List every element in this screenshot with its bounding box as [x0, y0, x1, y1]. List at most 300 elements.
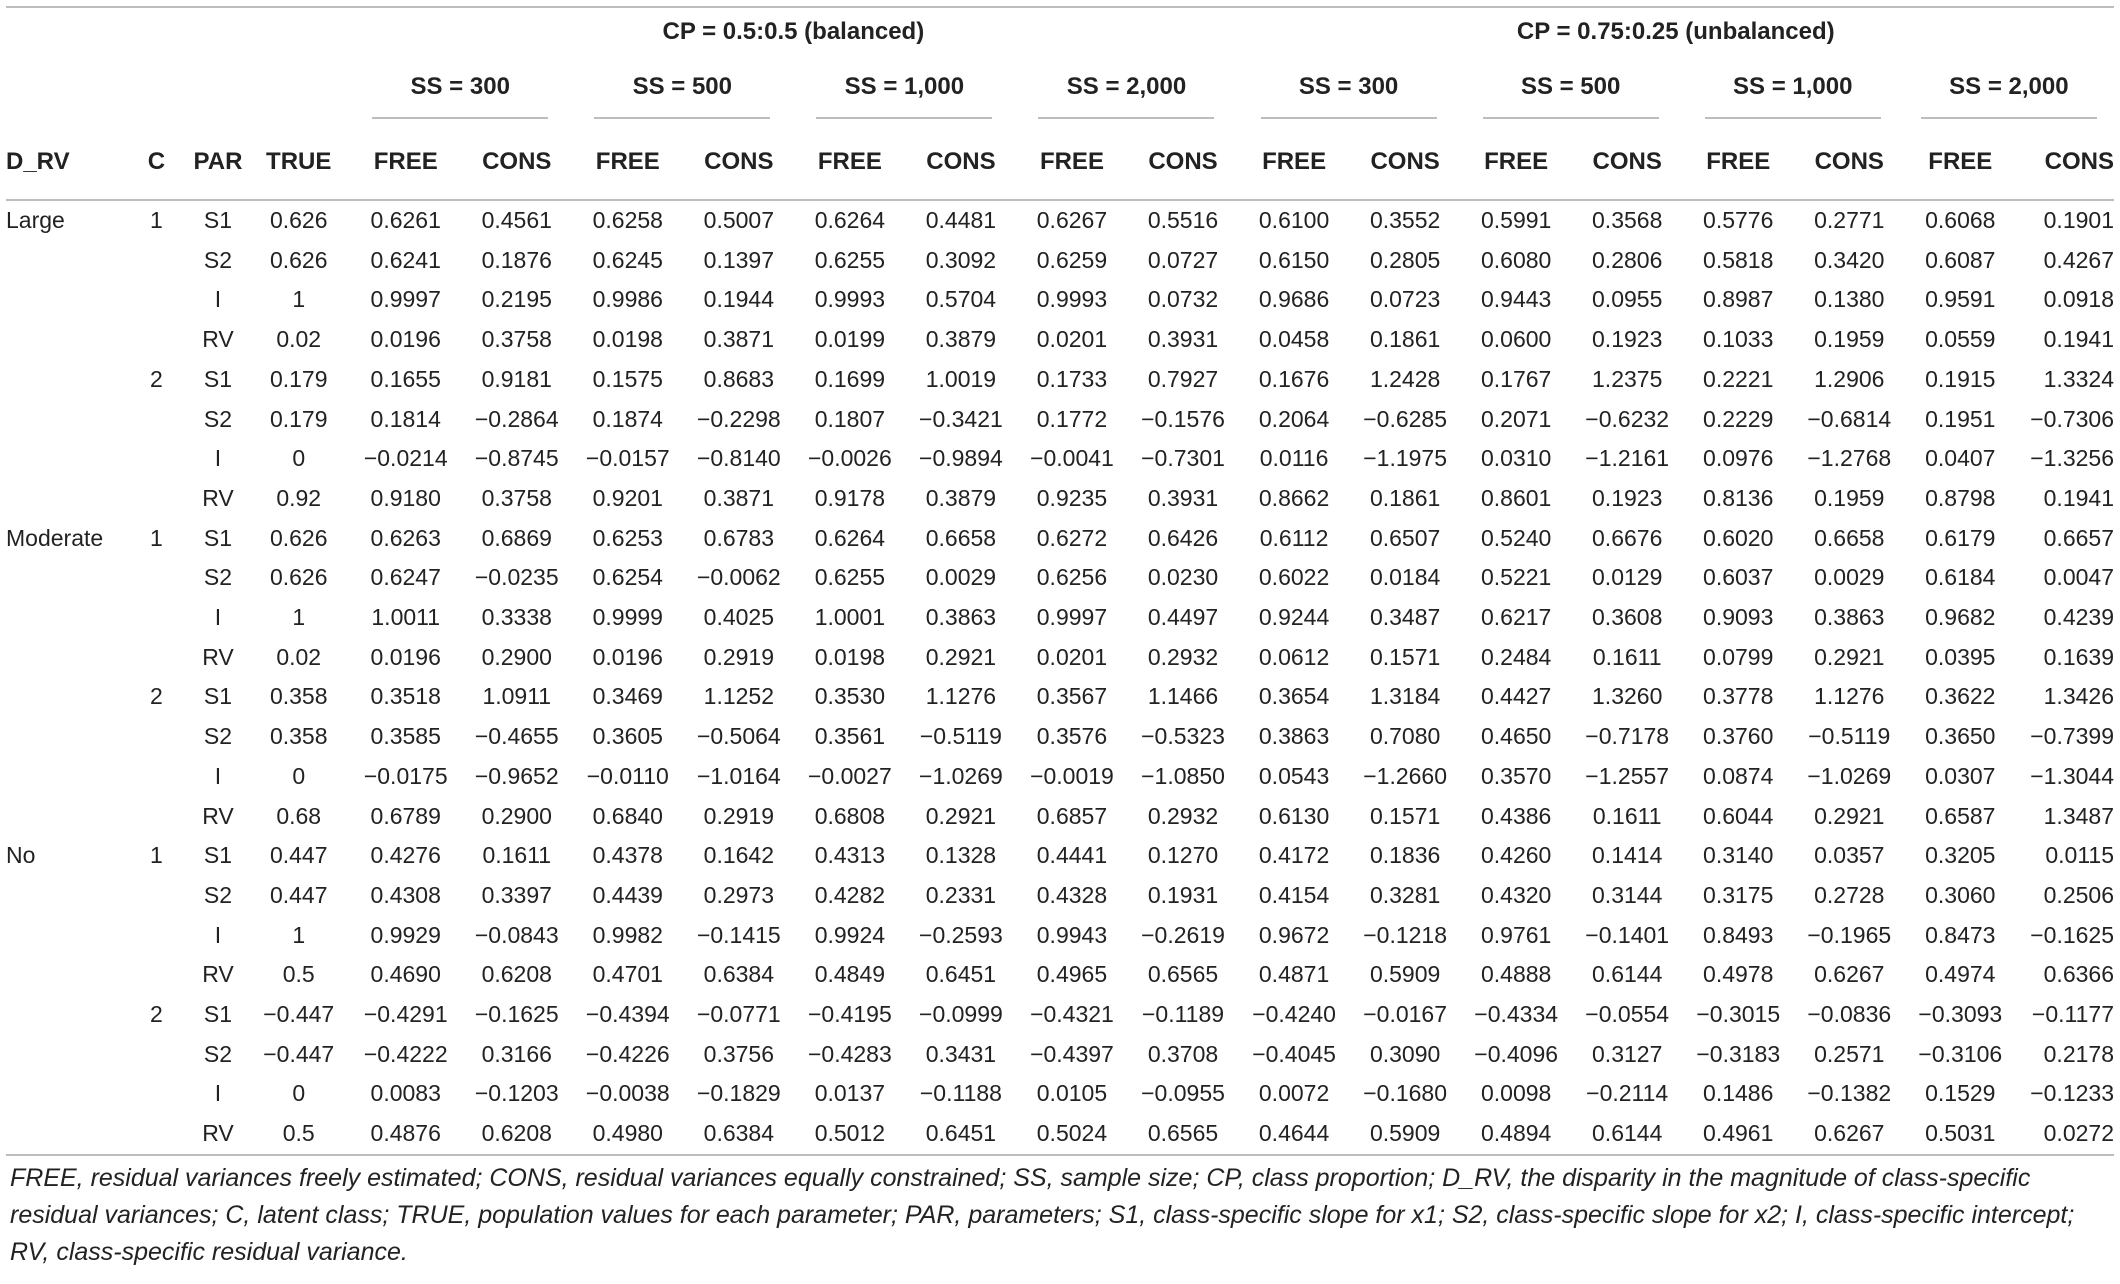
free-value-cell: 0.4260: [1480, 842, 1552, 869]
cons-value-cell: −0.1680: [1363, 1080, 1447, 1107]
free-value-cell: 0.1676: [1258, 365, 1330, 392]
free-value-cell: 0.8798: [1925, 484, 1996, 511]
cons-value-cell: 0.1931: [1147, 881, 1219, 908]
true-value-cell: 0.626: [269, 246, 328, 273]
cons-value-cell: 1.1466: [1147, 683, 1219, 710]
free-value-cell: 1.0011: [371, 604, 441, 631]
cons-value-cell: −0.0999: [919, 1001, 1003, 1028]
cons-value-cell: 0.2331: [925, 881, 997, 908]
free-value-cell: 0.3561: [814, 723, 886, 750]
cons-value-cell: 1.2375: [1592, 365, 1663, 392]
param-cell: S1: [203, 683, 233, 710]
free-value-cell: 0.5240: [1480, 524, 1552, 551]
free-value-cell: −0.4334: [1474, 1001, 1559, 1028]
cons-value-cell: 0.1836: [1369, 842, 1441, 869]
free-value-cell: 0.5012: [793, 1114, 906, 1155]
free-value-cell: 0.1874: [592, 405, 663, 432]
drv-cell: [6, 677, 125, 717]
true-value-cell: 0.626: [269, 207, 328, 233]
class-cell: [125, 876, 188, 916]
cons-value-cell: 0.2728: [1814, 881, 1885, 908]
col-header-cons: CONS: [684, 119, 793, 200]
free-value-cell: 0.1033: [1703, 326, 1774, 353]
cons-value-cell: 0.0029: [1814, 564, 1885, 591]
cons-value-cell: 0.1611: [1592, 643, 1662, 670]
class-cell: 1: [150, 524, 163, 551]
cons-value-cell: 0.1639: [2043, 643, 2114, 670]
free-value-cell: −0.4283: [807, 1040, 892, 1067]
cons-value-cell: 0.2932: [1147, 802, 1219, 829]
free-value-cell: 0.6267: [1036, 207, 1108, 233]
cons-value-cell: −0.0771: [696, 1001, 781, 1028]
free-value-cell: 0.0600: [1480, 326, 1552, 353]
free-value-cell: 0.4980: [571, 1114, 684, 1155]
cons-value-cell: 0.6507: [1369, 524, 1441, 551]
col-header-free: FREE: [1460, 119, 1573, 200]
cons-value-cell: −0.6814: [1807, 405, 1892, 432]
free-value-cell: 0.4276: [370, 842, 441, 869]
free-value-cell: 0.8662: [1258, 484, 1330, 511]
free-value-cell: 0.9929: [370, 921, 441, 948]
free-value-cell: 0.3469: [592, 683, 663, 710]
free-value-cell: 0.8136: [1703, 484, 1774, 511]
cons-value-cell: 0.4497: [1147, 604, 1219, 631]
free-value-cell: 0.4894: [1460, 1114, 1573, 1155]
cons-value-cell: 0.5909: [1351, 1114, 1460, 1155]
true-value-cell: 0.447: [269, 881, 328, 908]
cons-value-cell: −1.0269: [1807, 762, 1892, 789]
free-value-cell: 0.8601: [1480, 484, 1552, 511]
cons-value-cell: −0.0062: [696, 564, 781, 591]
cons-value-cell: 1.1276: [925, 683, 997, 710]
free-value-cell: 0.6245: [592, 246, 663, 273]
drv-cell: [6, 638, 125, 678]
free-value-cell: 0.4313: [814, 842, 886, 869]
cons-value-cell: −0.1415: [696, 921, 781, 948]
class-cell: [125, 1114, 188, 1155]
cons-value-cell: 0.3871: [703, 484, 775, 511]
cons-value-cell: 0.2195: [481, 286, 552, 313]
free-value-cell: 0.9244: [1258, 604, 1330, 631]
class-cell: 2: [150, 1001, 163, 1028]
free-value-cell: 0.1655: [370, 365, 441, 392]
cons-value-cell: 0.6565: [1128, 1114, 1237, 1155]
cons-value-cell: −0.0836: [1807, 1001, 1892, 1028]
cons-value-cell: 0.1397: [703, 246, 775, 273]
cons-value-cell: 1.1252: [703, 683, 775, 710]
drv-cell: [6, 360, 125, 400]
cons-value-cell: 0.0357: [1814, 842, 1885, 869]
true-value-cell: 0.626: [269, 524, 328, 551]
cons-value-cell: 1.3324: [2043, 365, 2114, 392]
table-row: [6, 717, 2114, 757]
free-value-cell: 0.0559: [1925, 326, 1996, 353]
cons-value-cell: −0.5119: [1808, 723, 1891, 750]
cons-value-cell: 0.3863: [1814, 604, 1885, 631]
true-value-cell: −0.447: [263, 1001, 335, 1028]
cons-value-cell: 0.2771: [1814, 207, 1885, 233]
free-value-cell: −0.4222: [363, 1040, 448, 1067]
free-value-cell: 0.6217: [1480, 604, 1552, 631]
free-value-cell: 0.3060: [1925, 881, 1996, 908]
free-value-cell: −0.4195: [807, 1001, 892, 1028]
free-value-cell: 0.4849: [814, 961, 886, 988]
cons-value-cell: 0.1944: [703, 286, 775, 313]
free-value-cell: 0.5818: [1703, 246, 1774, 273]
col-header-c: C: [125, 119, 188, 200]
cons-value-cell: −0.1625: [474, 1001, 559, 1028]
cons-value-cell: 0.3708: [1147, 1040, 1219, 1067]
free-value-cell: 0.3576: [1036, 723, 1108, 750]
free-value-cell: 0.6068: [1925, 207, 1996, 233]
free-value-cell: 0.9986: [592, 286, 663, 313]
param-cell: RV: [188, 1114, 249, 1155]
free-value-cell: 0.6259: [1036, 246, 1108, 273]
free-value-cell: −0.3106: [1918, 1040, 2003, 1067]
free-value-cell: 0.6044: [1703, 802, 1774, 829]
cons-value-cell: −0.0955: [1141, 1080, 1225, 1107]
ss-header: SS = 300: [349, 56, 571, 119]
table-row: [6, 439, 2114, 479]
table-row: [6, 995, 2114, 1035]
cons-value-cell: 0.1923: [1592, 326, 1663, 353]
true-value-cell: 0: [292, 762, 306, 789]
header-row-columns: [6, 119, 2114, 200]
table-row: [6, 598, 2114, 638]
cons-value-cell: −1.0850: [1141, 762, 1225, 789]
true-value-cell: 0.358: [269, 683, 328, 710]
free-value-cell: 0.0083: [370, 1080, 441, 1107]
drv-cell: No: [6, 842, 36, 869]
col-header-free: FREE: [1682, 119, 1795, 200]
cons-value-cell: 0.5909: [1369, 961, 1441, 988]
cons-value-cell: 0.5704: [925, 286, 997, 313]
col-header-free: FREE: [1238, 119, 1351, 200]
cons-value-cell: 0.3127: [1592, 1040, 1663, 1067]
cons-value-cell: −0.7399: [2030, 723, 2114, 750]
free-value-cell: 0.5024: [1015, 1114, 1128, 1155]
table-row: [6, 1035, 2114, 1075]
table-row: [6, 479, 2114, 519]
cons-value-cell: 0.0918: [2043, 286, 2114, 313]
free-value-cell: 0.6130: [1258, 802, 1330, 829]
cons-value-cell: 1.3487: [2043, 802, 2114, 829]
free-value-cell: 0.6241: [370, 246, 441, 273]
cons-value-cell: 0.3552: [1369, 207, 1441, 233]
free-value-cell: 0.3205: [1925, 842, 1996, 869]
true-value-cell: 0.179: [269, 365, 328, 392]
free-value-cell: 0.9093: [1703, 604, 1774, 631]
free-value-cell: 0.6256: [1036, 564, 1108, 591]
free-value-cell: −0.4397: [1030, 1040, 1114, 1067]
true-value-cell: 0: [292, 445, 306, 472]
cons-value-cell: −0.1625: [2030, 921, 2114, 948]
cons-value-cell: 0.2571: [1814, 1040, 1885, 1067]
cons-value-cell: 0.6208: [462, 1114, 571, 1155]
param-cell: S1: [203, 524, 233, 551]
cons-value-cell: −0.1218: [1363, 921, 1447, 948]
cons-value-cell: 0.2506: [2043, 881, 2114, 908]
cons-value-cell: −0.5064: [696, 723, 781, 750]
class-cell: 1: [150, 207, 163, 233]
class-cell: [125, 280, 188, 320]
cons-value-cell: 0.6869: [481, 524, 552, 551]
table-row: [6, 558, 2114, 598]
free-value-cell: 0.2484: [1480, 643, 1552, 670]
free-value-cell: 0.6253: [592, 524, 663, 551]
drv-cell: [6, 916, 125, 956]
header-row-sample-sizes: [6, 56, 2114, 119]
free-value-cell: −0.0214: [363, 445, 448, 472]
col-header-free: FREE: [571, 119, 684, 200]
table-row: [6, 320, 2114, 360]
free-value-cell: 0.8987: [1703, 286, 1774, 313]
cons-value-cell: −1.1975: [1363, 445, 1447, 472]
free-value-cell: 0.6080: [1480, 246, 1552, 273]
cons-value-cell: −0.6285: [1363, 405, 1447, 432]
cons-value-cell: 0.1611: [1592, 802, 1662, 829]
free-value-cell: 0.6037: [1703, 564, 1774, 591]
param-cell: I: [214, 1080, 222, 1107]
free-value-cell: 0.6112: [1259, 524, 1329, 551]
col-header-free: FREE: [793, 119, 906, 200]
cons-value-cell: 0.3879: [925, 484, 997, 511]
cons-value-cell: −1.3256: [2030, 445, 2114, 472]
cons-value-cell: 0.2806: [1592, 246, 1663, 273]
cons-value-cell: −0.1576: [1141, 405, 1225, 432]
cons-value-cell: 0.6451: [925, 961, 997, 988]
cons-value-cell: 1.0911: [482, 683, 552, 710]
param-cell: S2: [203, 564, 233, 591]
free-value-cell: −0.4096: [1474, 1040, 1559, 1067]
free-value-cell: 0.1529: [1925, 1080, 1996, 1107]
table-row: [6, 280, 2114, 320]
cons-value-cell: 0.6658: [1814, 524, 1885, 551]
class-cell: 1: [150, 842, 163, 869]
free-value-cell: 0.4308: [370, 881, 441, 908]
free-value-cell: 0.0407: [1925, 445, 1996, 472]
free-value-cell: 0.6840: [592, 802, 663, 829]
cons-value-cell: −0.5323: [1141, 723, 1225, 750]
class-cell: [125, 757, 188, 797]
free-value-cell: 0.9943: [1036, 921, 1108, 948]
ss-header: SS = 2,000: [1015, 56, 1237, 119]
free-value-cell: 0.6179: [1925, 524, 1996, 551]
drv-cell: [6, 439, 125, 479]
free-value-cell: 0.9997: [1036, 604, 1108, 631]
cons-value-cell: 0.3144: [1592, 881, 1663, 908]
cons-value-cell: 0.6426: [1147, 524, 1219, 551]
cons-value-cell: 0.4025: [703, 604, 775, 631]
table-row: [6, 1114, 2114, 1155]
class-cell: 2: [150, 683, 163, 710]
cons-value-cell: −0.2114: [1586, 1080, 1669, 1107]
free-value-cell: 0.6789: [370, 802, 441, 829]
drv-cell: Large: [6, 207, 65, 233]
free-value-cell: 0.6100: [1258, 207, 1330, 233]
free-value-cell: 0.4439: [592, 881, 663, 908]
free-value-cell: 0.8493: [1703, 921, 1774, 948]
free-value-cell: 0.4441: [1036, 842, 1108, 869]
cons-value-cell: 0.3568: [1592, 207, 1663, 233]
cons-value-cell: 0.0230: [1147, 564, 1219, 591]
cons-value-cell: 0.0047: [2043, 564, 2114, 591]
free-value-cell: 0.6255: [814, 564, 886, 591]
cons-value-cell: 0.1328: [925, 842, 997, 869]
cons-value-cell: −0.9894: [919, 445, 1003, 472]
free-value-cell: 0.6247: [370, 564, 441, 591]
cons-value-cell: 1.1276: [1814, 683, 1885, 710]
drv-cell: [6, 717, 125, 757]
table-row: [6, 955, 2114, 995]
free-value-cell: 0.0799: [1703, 643, 1774, 670]
cons-value-cell: 0.0955: [1592, 286, 1663, 313]
col-header-true: TRUE: [248, 119, 349, 200]
cons-value-cell: −0.1189: [1141, 1001, 1225, 1028]
cons-value-cell: 0.1611: [482, 842, 552, 869]
free-value-cell: 0.4644: [1238, 1114, 1351, 1155]
free-value-cell: 0.9686: [1258, 286, 1330, 313]
free-value-cell: 0.6258: [592, 207, 663, 233]
header-row-groups: [6, 7, 2114, 56]
table-row: [6, 836, 2114, 876]
table-row: [6, 400, 2114, 440]
cons-value-cell: 1.3184: [1369, 683, 1441, 710]
class-cell: [125, 558, 188, 598]
class-cell: [125, 1074, 188, 1114]
table-row: [6, 876, 2114, 916]
cons-value-cell: 0.2932: [1147, 643, 1219, 670]
cons-value-cell: −0.7301: [1141, 445, 1225, 472]
param-cell: RV: [202, 802, 234, 829]
free-value-cell: −0.0038: [585, 1080, 670, 1107]
cons-value-cell: 0.1959: [1814, 326, 1885, 353]
free-value-cell: 0.6261: [370, 207, 441, 233]
cons-value-cell: 0.6658: [925, 524, 997, 551]
cons-value-cell: 0.1876: [481, 246, 552, 273]
free-value-cell: 0.4282: [814, 881, 886, 908]
free-value-cell: 0.4978: [1703, 961, 1774, 988]
free-value-cell: −0.4045: [1252, 1040, 1336, 1067]
free-value-cell: −0.0019: [1030, 762, 1114, 789]
free-value-cell: 0.4650: [1480, 723, 1552, 750]
free-value-cell: 0.3654: [1258, 683, 1330, 710]
cons-value-cell: −0.1401: [1585, 921, 1670, 948]
free-value-cell: 0.3518: [370, 683, 441, 710]
table-row: [6, 1074, 2114, 1114]
cons-value-cell: 0.6267: [1795, 1114, 1904, 1155]
class-cell: 2: [150, 365, 163, 392]
cons-value-cell: 0.2973: [703, 881, 775, 908]
class-cell: [125, 797, 188, 837]
drv-cell: [6, 1114, 125, 1155]
drv-cell: [6, 955, 125, 995]
cons-value-cell: 0.0727: [1147, 246, 1219, 273]
cons-value-cell: 0.3090: [1369, 1040, 1441, 1067]
class-cell: [125, 241, 188, 281]
cons-value-cell: 0.7927: [1147, 365, 1219, 392]
drv-cell: [6, 757, 125, 797]
cons-value-cell: 0.5516: [1147, 207, 1219, 233]
table-row: [6, 757, 2114, 797]
true-value-cell: 0.358: [269, 723, 328, 750]
cons-value-cell: −1.3044: [2030, 762, 2114, 789]
free-value-cell: 0.0196: [592, 643, 663, 670]
free-value-cell: 0.1772: [1036, 405, 1108, 432]
col-header-cons: CONS: [1795, 119, 1904, 200]
drv-cell: [6, 1074, 125, 1114]
cons-value-cell: 0.3756: [703, 1040, 775, 1067]
cons-value-cell: 0.3431: [925, 1040, 997, 1067]
free-value-cell: −0.4394: [585, 1001, 670, 1028]
cons-value-cell: 0.0272: [2017, 1114, 2114, 1155]
cons-value-cell: 0.1642: [703, 842, 775, 869]
param-cell: RV: [202, 961, 234, 988]
free-value-cell: 0.6022: [1258, 564, 1330, 591]
true-value-cell: −0.447: [263, 1040, 335, 1067]
group-header-balanced: CP = 0.5:0.5 (balanced): [349, 7, 1237, 56]
cons-value-cell: 1.2906: [1814, 365, 1885, 392]
cons-value-cell: 0.3397: [481, 881, 552, 908]
col-header-drv: D_RV: [6, 119, 125, 200]
cons-value-cell: 0.3166: [481, 1040, 552, 1067]
free-value-cell: 0.4172: [1258, 842, 1330, 869]
cons-value-cell: 0.6384: [684, 1114, 793, 1155]
cons-value-cell: 0.3879: [925, 326, 997, 353]
cons-value-cell: 0.3758: [481, 326, 552, 353]
free-value-cell: 0.0198: [814, 643, 886, 670]
free-value-cell: 0.1807: [814, 405, 886, 432]
drv-cell: [6, 1035, 125, 1075]
cons-value-cell: 0.6565: [1147, 961, 1219, 988]
free-value-cell: 0.1699: [814, 365, 886, 392]
free-value-cell: 0.4328: [1036, 881, 1108, 908]
true-value-cell: 1: [292, 921, 306, 948]
free-value-cell: 0.9924: [814, 921, 886, 948]
true-value-cell: 0.179: [269, 405, 328, 432]
free-value-cell: 0.0116: [1259, 445, 1329, 472]
true-value-cell: 1: [292, 286, 306, 313]
free-value-cell: 0.2071: [1480, 405, 1552, 432]
free-value-cell: 0.4961: [1682, 1114, 1795, 1155]
cons-value-cell: 0.2900: [481, 643, 552, 670]
free-value-cell: 0.6184: [1925, 564, 1996, 591]
free-value-cell: 0.3778: [1703, 683, 1774, 710]
col-header-cons: CONS: [906, 119, 1015, 200]
table-footnote: FREE, residual variances freely estimated; CONS, residual variances equally constrained; SS, sample size; CP, class proportion; D_RV, the disparity in the magnitude of class-specific residual variances; C, latent class; TRUE, population values for each parameter; PAR, parameters; S1, class-specific slope for x1; S2, class-specific slope for x2; I, class-specific intercept; RV, class-specific residual variance.: [10, 1163, 2075, 1266]
free-value-cell: −0.3093: [1918, 1001, 2003, 1028]
cons-value-cell: −1.2660: [1363, 762, 1447, 789]
cons-value-cell: −0.3421: [919, 405, 1003, 432]
free-value-cell: 0.3863: [1258, 723, 1330, 750]
cons-value-cell: 0.6208: [481, 961, 552, 988]
cons-value-cell: −0.0167: [1363, 1001, 1447, 1028]
param-cell: S2: [203, 881, 233, 908]
cons-value-cell: −0.7178: [1585, 723, 1670, 750]
cons-value-cell: 0.0723: [1369, 286, 1441, 313]
param-cell: S2: [203, 1040, 233, 1067]
cons-value-cell: 0.1959: [1814, 484, 1885, 511]
cons-value-cell: 0.1861: [1369, 484, 1441, 511]
cons-value-cell: 0.3863: [925, 604, 997, 631]
free-value-cell: 0.3760: [1703, 723, 1774, 750]
free-value-cell: 0.9982: [592, 921, 663, 948]
free-value-cell: −0.0110: [586, 762, 669, 789]
cons-value-cell: −1.2161: [1585, 445, 1670, 472]
free-value-cell: −0.0157: [585, 445, 670, 472]
free-value-cell: 0.6263: [370, 524, 441, 551]
free-value-cell: −0.0026: [807, 445, 892, 472]
